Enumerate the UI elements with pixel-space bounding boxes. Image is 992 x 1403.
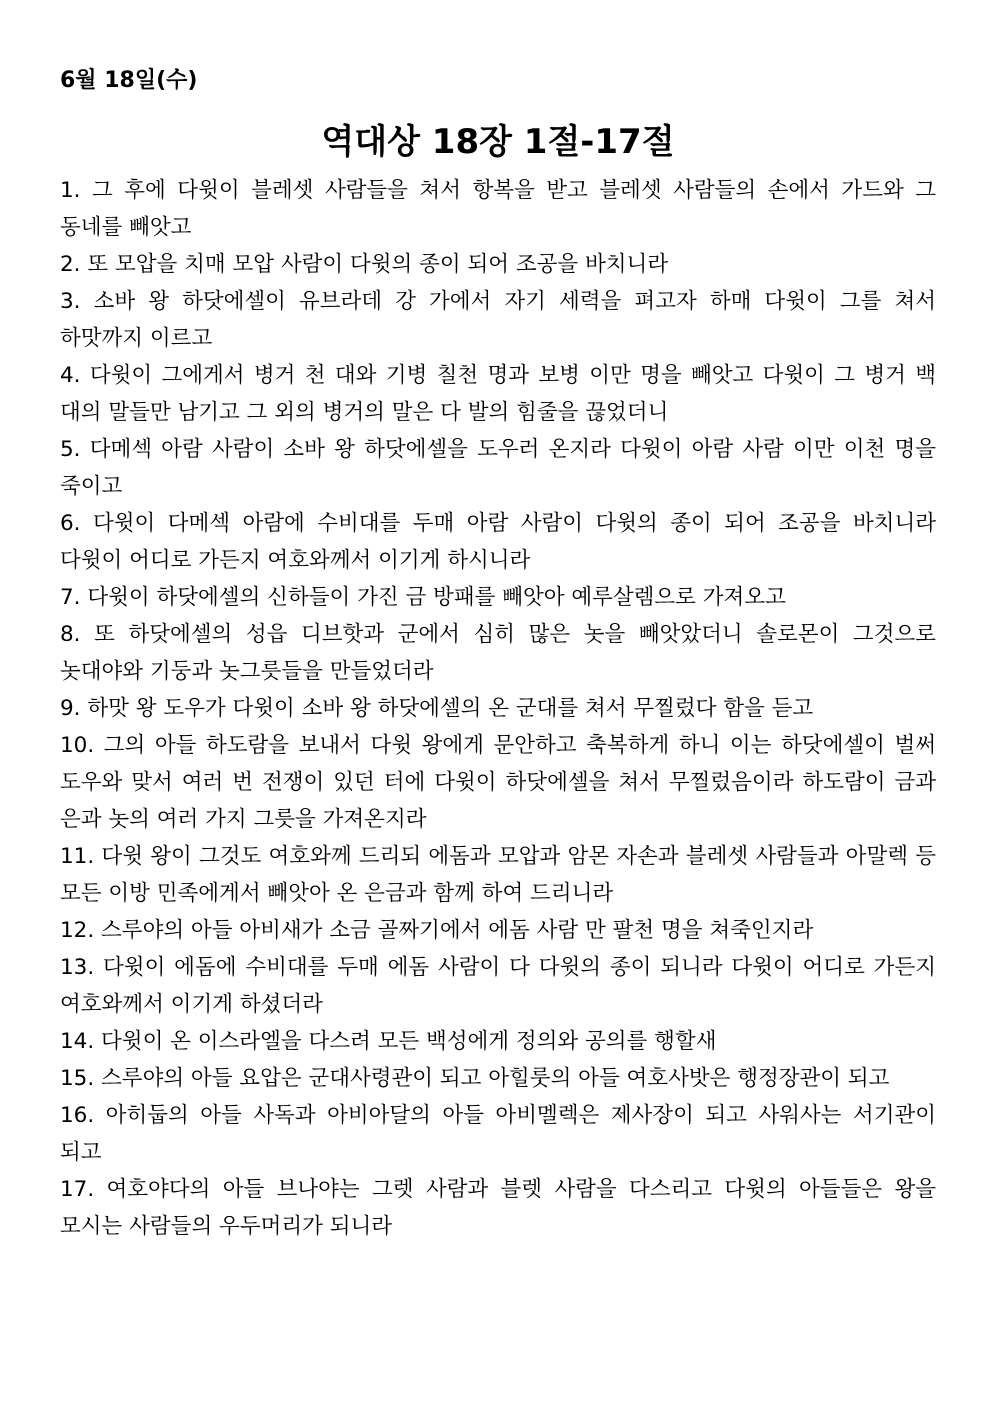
verse-8: 8. 또 하닷에셀의 성읍 디브핫과 군에서 심히 많은 놋을 빼앗았더니 솔로몬이 그것으로 놋대야와 기둥과 놋그릇들을 만들었더라: [60, 622, 936, 684]
verse-5: 5. 다메섹 아람 사람이 소바 왕 하닷에셀을 도우러 온지라 다윗이 아람 사람 이만 이천 명을 죽이고: [60, 437, 936, 499]
verse-12: 12. 스루야의 아들 아비새가 소금 골짜기에서 에돔 사람 만 팔천 명을 쳐죽인지라: [60, 918, 814, 943]
verse-16: 16. 아히둡의 아들 사독과 아비아달의 아들 아비멜렉은 제사장이 되고 사워사는 서기관이 되고: [60, 1103, 936, 1165]
verse-15: 15. 스루야의 아들 요압은 군대사령관이 되고 아힐룻의 아들 여호사밧은 행정장관이 되고: [60, 1066, 890, 1091]
page-title: 역대상 18장 1절-17절: [321, 122, 675, 162]
verse-10: 10. 그의 아들 하도람을 보내서 다윗 왕에게 문안하고 축복하게 하니 이는 하닷에셀이 벌써 도우와 맞서 여러 번 전쟁이 있던 터에 다윗이 하닷에셀을 쳐서 무찔렀음이라 하도람이 금과 은과 놋의 여러 가지 그릇을 가져온지라: [60, 733, 936, 832]
verse-2: 2. 또 모압을 치매 모압 사람이 다윗의 종이 되어 조공을 바치니라: [60, 252, 669, 277]
verse-11: 11. 다윗 왕이 그것도 여호와께 드리되 에돔과 모압과 암몬 자손과 블레셋 사람들과 아말렉 등 모든 이방 민족에게서 빼앗아 온 은금과 함께 하여 드리니라: [60, 844, 936, 906]
verse-17: 17. 여호야다의 아들 브나야는 그렛 사람과 블렛 사람을 다스리고 다윗의 아들들은 왕을 모시는 사람들의 우두머리가 되니라: [60, 1177, 936, 1239]
verse-6: 6. 다윗이 다메섹 아람에 수비대를 두매 아람 사람이 다윗의 종이 되어 조공을 바치니라 다윗이 어디로 가든지 여호와께서 이기게 하시니라: [60, 511, 936, 573]
verse-7: 7. 다윗이 하닷에셀의 신하들이 가진 금 방패를 빼앗아 예루살렘으로 가져오고: [60, 585, 786, 610]
verse-list: [60, 172, 936, 1245]
verse-13: 13. 다윗이 에돔에 수비대를 두매 에돔 사람이 다 다윗의 종이 되니라 다윗이 어디로 가든지 여호와께서 이기게 하셨더라: [60, 955, 936, 1017]
verse-3: 3. 소바 왕 하닷에셀이 유브라데 강 가에서 자기 세력을 펴고자 하매 다윗이 그를 쳐서 하맛까지 이르고: [60, 289, 936, 351]
verse-4: 4. 다윗이 그에게서 병거 천 대와 기병 칠천 명과 보병 이만 명을 빼앗고 다윗이 그 병거 백 대의 말들만 남기고 그 외의 병거의 말은 다 발의 힘줄을 끊었더니: [60, 363, 936, 425]
verse-14: 14. 다윗이 온 이스라엘을 다스려 모든 백성에게 정의와 공의를 행할새: [60, 1029, 717, 1054]
verse-9: 9. 하맛 왕 도우가 다윗이 소바 왕 하닷에셀의 온 군대를 쳐서 무찔렀다 함을 듣고: [60, 696, 814, 721]
date-label: 6월 18일(수): [60, 68, 198, 93]
verse-1: 1. 그 후에 다윗이 블레셋 사람들을 쳐서 항복을 받고 블레셋 사람들의 손에서 가드와 그 동네를 빼앗고: [60, 178, 936, 240]
